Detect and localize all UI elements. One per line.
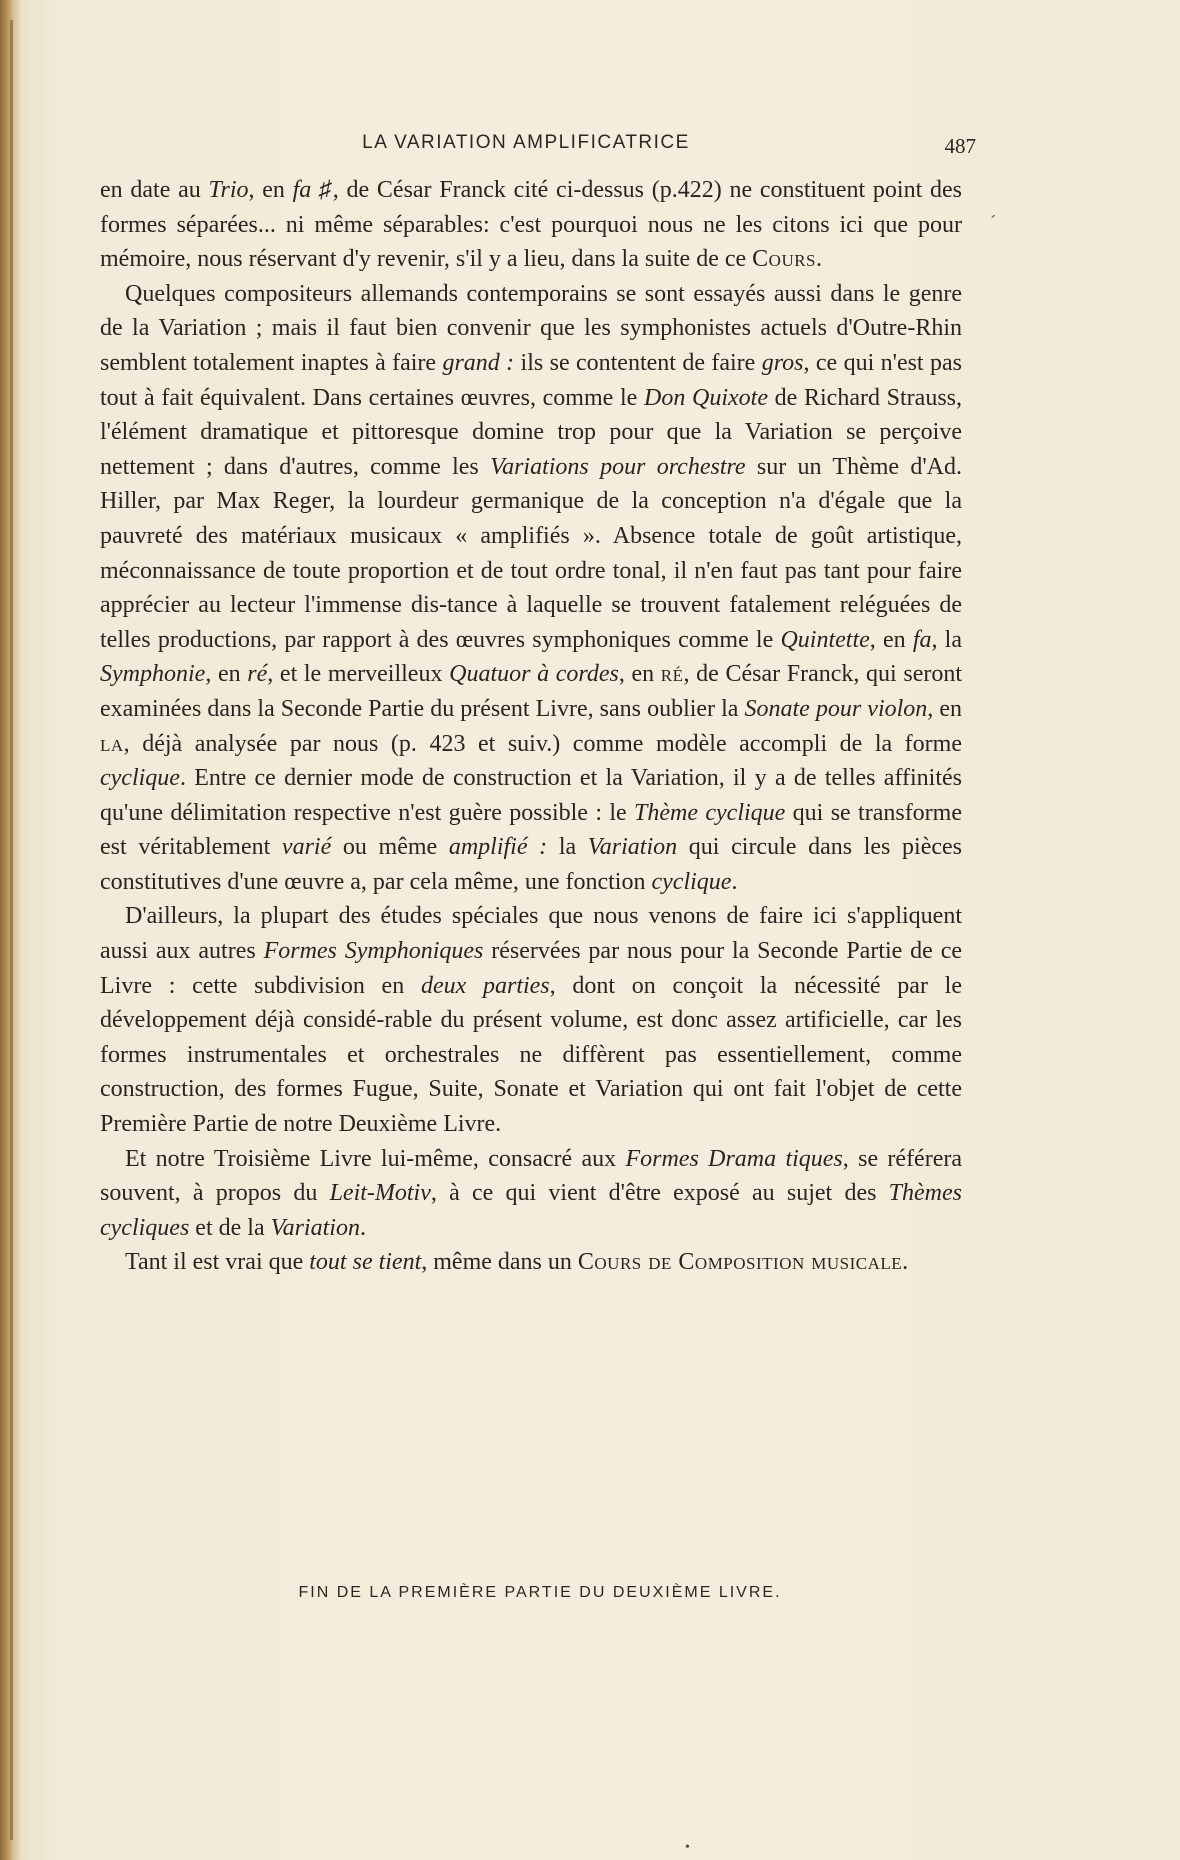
text-run: ou même: [331, 834, 449, 861]
text-run: , même dans un: [421, 1249, 578, 1276]
text-run: , en: [869, 626, 913, 653]
text-run: , en: [205, 661, 248, 688]
text-run: , dont on conçoit la nécessité par le développement déjà considé-rable du présent volume, est donc assez artificielle, car les formes instrumentales et orchestrales ne diffèrent pas essentiellement, comme construction, des formes Fugue, Suite, Sonate et Variation qui ont fait l'objet de cette Première Partie de notre Deuxième Livre.: [100, 972, 962, 1138]
italic-text: gros: [761, 349, 804, 376]
italic-text: Leit-Motiv: [329, 1180, 431, 1207]
text-run: , et le merveilleux: [267, 661, 450, 688]
italic-text: cyclique: [100, 765, 180, 792]
text-run: .: [902, 1249, 909, 1276]
paragraph: [100, 173, 962, 277]
text-run: . Entre ce dernier mode de construction et la Variation, il y a de telles affinités qu'une délimitation respective n'est guère possible : le: [100, 765, 962, 826]
paragraph: [100, 1142, 962, 1246]
small-caps-text: la: [100, 730, 124, 757]
text-run: Quelques compositeurs allemands contemporains se sont essayés aussi dans le genre de la Variation ; mais il faut bien convenir que les symphonistes actuels d'Outre-Rhin semblent totalement inaptes à faire: [100, 280, 962, 376]
running-title: LA VARIATION AMPLIFICATRICE: [362, 132, 690, 153]
text-run: la: [547, 834, 588, 861]
paragraph: [100, 899, 962, 1141]
text-run: , déjà analysée par nous (p. 423 et suiv.) comme modèle accompli de la forme: [123, 730, 962, 757]
text-run: ils se contentent de faire: [514, 349, 762, 376]
italic-text: Variation: [587, 834, 678, 861]
page-number: 487: [944, 134, 976, 158]
text-run: , en: [248, 177, 293, 203]
italic-text: Symphonie: [100, 661, 206, 688]
italic-text: fa ♯: [292, 177, 333, 203]
text-run: .: [731, 868, 738, 895]
text-run: de Richard Strauss, l'élément dramatique et pittoresque domine trop pour que la Variation se perçoive nettement ; dans d'autres, comme les: [100, 384, 963, 480]
text-run: , de César Franck, qui seront examinées dans la Seconde Partie du présent Livre, sans oublier la: [100, 661, 963, 722]
binding-shadow-line: [10, 20, 13, 1840]
italic-text: Formes Symphoniques: [263, 938, 484, 965]
text-run: sur un Thème d'Ad. Hiller, par Max Reger, la lourdeur germanique de la conception n'a d'égale que la pauvreté des matériaux musicaux « amplifiés ». Absence totale de goût artistique, méconnaissance de toute proportion et de tout ordre tonal, il n'en faut pas tant pour faire apprécier au lecteur l'immense dis-tance à laquelle se trouvent fatalement reléguées de telles productions, par rapport à des œuvres symphoniques comme le: [100, 453, 963, 653]
text-run: en date au: [100, 177, 209, 203]
text-run: qui circule dans les pièces constitutives d'une œuvre a, par cela même, une fonction: [100, 834, 962, 895]
text-run: , la: [931, 626, 962, 653]
text-run: Et notre Troisième Livre lui-même, consacré aux: [125, 1145, 626, 1172]
text-run: D'ailleurs, la plupart des études spéciales que nous venons de faire ici s'appliquent aussi aux autres: [100, 903, 962, 965]
text-run: et de la: [189, 1214, 271, 1241]
text-run: , ce qui n'est pas tout à fait équivalent. Dans certaines œuvres, comme le: [100, 349, 962, 411]
italic-text: ré: [247, 661, 268, 688]
text-run: Tant il est vrai que: [125, 1249, 310, 1276]
small-caps-text: Cours: [752, 246, 817, 273]
stray-mark: ´: [990, 212, 996, 232]
italic-text: Quintette: [780, 626, 870, 653]
stray-mark: •: [685, 1840, 690, 1855]
small-caps-text: ré: [660, 661, 684, 688]
italic-text: Thème cyclique: [634, 799, 786, 826]
italic-text: varié: [281, 834, 332, 861]
italic-text: Sonate pour violon: [744, 695, 928, 722]
italic-text: Variations pour orchestre: [490, 453, 746, 480]
italic-text: amplifié :: [448, 834, 548, 861]
text-run: réservées par nous pour la Seconde Partie de ce Livre : cette subdivision en: [100, 938, 963, 999]
text-run: qui se transforme est véritablement: [100, 799, 962, 861]
paragraph: [100, 1245, 962, 1280]
closing-line: FIN DE LA PREMIÈRE PARTIE DU DEUXIÈME LIVRE.: [298, 1584, 782, 1601]
paragraph: [100, 277, 962, 900]
italic-text: grand :: [442, 349, 515, 376]
text-run: .: [359, 1214, 366, 1241]
italic-text: Variation: [270, 1214, 360, 1241]
text-run: .: [816, 246, 823, 273]
italic-text: deux parties: [420, 972, 550, 999]
italic-text: cyclique: [651, 868, 732, 895]
body-text: [100, 173, 962, 1280]
text-run: , en: [927, 695, 962, 722]
italic-text: fa: [912, 626, 932, 653]
italic-text: tout se tient: [309, 1249, 422, 1276]
italic-text: Thèmes cycliques: [100, 1180, 962, 1241]
italic-text: Quatuor à cordes: [449, 661, 619, 688]
text-run: , à ce qui vient d'être exposé au sujet des: [430, 1180, 889, 1207]
text-run: , se référera souvent, à propos du: [100, 1145, 962, 1207]
italic-text: Trio: [208, 177, 249, 203]
running-head: [100, 132, 980, 162]
text-run: , de César Franck cité ci-dessus (p.422) ne constituent point des formes séparées... ni même séparables: c'est pourquoi nous ne les citons ici que pour mémoire, nous réservant d'y revenir, s'il y a lieu, dans la suite de ce: [100, 177, 962, 273]
text-run: , en: [618, 661, 661, 688]
small-caps-text: Cours de Composition musicale: [577, 1249, 903, 1276]
italic-text: Don Quixote: [643, 384, 768, 411]
italic-text: Formes Drama tiques: [625, 1145, 843, 1172]
